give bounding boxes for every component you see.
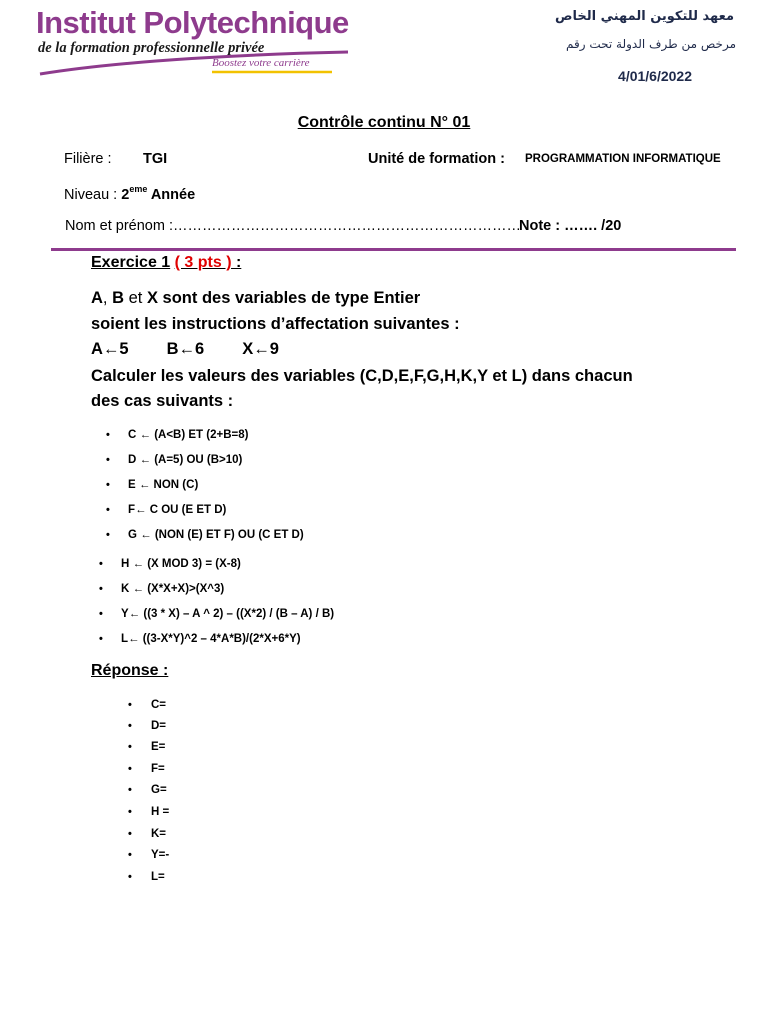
statement-rest: sont des variables de type Entier	[157, 289, 421, 307]
bullet-icon: •	[99, 583, 103, 595]
answer-item	[128, 739, 166, 755]
exercise-title	[91, 254, 241, 272]
bullet-icon: •	[128, 784, 132, 796]
answer-item	[128, 697, 167, 713]
assignment: B←6	[166, 340, 205, 358]
answer-label: G=	[151, 784, 167, 796]
nom-dots: ………………………………………………………………	[173, 218, 521, 234]
question-item	[99, 606, 335, 622]
institute-logo	[36, 6, 356, 76]
bullet-icon: •	[99, 633, 103, 645]
unite-value: PROGRAMMATION INFORMATIQUE	[525, 153, 721, 165]
bullet-icon: •	[128, 828, 132, 840]
question-item	[99, 631, 301, 647]
question-text: C ← (A<B) ET (2+B=8)	[128, 429, 249, 441]
var-x: X	[146, 289, 158, 307]
bullet-icon: •	[106, 479, 110, 491]
answer-label: F=	[151, 763, 165, 775]
exam-title: Contrôle continu N° 01	[297, 114, 471, 131]
niveau-line	[64, 185, 195, 203]
question-item	[106, 452, 243, 468]
bullet-icon: •	[128, 871, 132, 883]
bullet-icon: •	[106, 454, 110, 466]
question-text: L← ((3-X*Y)^2 – 4*A*B)/(2*X+6*Y)	[121, 633, 301, 645]
statement-line-3: Calculer les valeurs des variables (C,D,E,F,G,H,K,Y et L) dans chacun	[91, 367, 633, 385]
bullet-icon: •	[106, 504, 110, 516]
reponse-title: Réponse :	[91, 662, 169, 679]
sep-et: et	[124, 289, 147, 307]
question-text: Y← ((3 * X) – A ^ 2) – ((X*2) / (B – A) / B)	[121, 608, 335, 620]
question-text: F← C OU (E ET D)	[128, 504, 227, 516]
arabic-institute-name: معهد للتكوين المهني الخاص	[554, 9, 734, 24]
question-item	[106, 502, 227, 518]
niveau-annee: Année	[150, 186, 196, 203]
bullet-icon: •	[99, 558, 103, 570]
answer-item	[128, 804, 170, 820]
bullet-icon: •	[128, 699, 132, 711]
bullet-icon: •	[106, 429, 110, 441]
statement-line-4: des cas suivants :	[91, 392, 234, 410]
answer-label: D=	[151, 720, 167, 732]
bullet-icon: •	[128, 763, 132, 775]
question-item	[106, 427, 249, 443]
answer-item	[128, 869, 165, 885]
answer-item	[128, 847, 170, 863]
filiere-value: TGI	[143, 151, 168, 167]
answer-label: E=	[151, 741, 166, 753]
statement-line-2: soient les instructions d’affectation suivantes :	[91, 315, 460, 333]
filiere-label: Filière :	[64, 151, 112, 167]
answer-item	[128, 761, 165, 777]
answer-label: L=	[151, 871, 165, 883]
header-date: 4/01/6/2022	[618, 68, 692, 84]
answer-item	[128, 718, 167, 734]
question-text: D ← (A=5) OU (B>10)	[128, 454, 243, 466]
arabic-authorization: مرخص من طرف الدولة تحت رقم	[566, 37, 736, 51]
question-item	[99, 556, 241, 572]
question-text: G ← (NON (E) ET F) OU (C ET D)	[128, 529, 304, 541]
niveau-number: 2	[121, 186, 130, 203]
answer-label: H =	[151, 806, 170, 818]
assignment: X←9	[242, 340, 279, 358]
bullet-icon: •	[128, 741, 132, 753]
question-text: K ← (X*X+X)>(X^3)	[121, 583, 225, 595]
exercise-colon: :	[231, 254, 242, 271]
logo-title: Institut Polytechnique	[36, 5, 349, 40]
answer-item	[128, 826, 167, 842]
var-a: A	[91, 289, 103, 307]
nom-prenom-line	[65, 218, 521, 234]
exercise-label: Exercice 1	[91, 254, 171, 271]
answer-label: C=	[151, 699, 167, 711]
assignments-line	[91, 339, 279, 359]
note-field: Note : ……. /20	[519, 218, 622, 234]
var-b: B	[112, 289, 125, 307]
question-text: H ← (X MOD 3) = (X-8)	[121, 558, 241, 570]
nom-label: Nom et prénom :	[65, 218, 173, 234]
bullet-icon: •	[128, 720, 132, 732]
question-text: E ← NON (C)	[128, 479, 199, 491]
answer-label: K=	[151, 828, 167, 840]
header-divider	[51, 248, 736, 251]
unite-label: Unité de formation :	[368, 151, 505, 167]
answer-item	[128, 782, 167, 798]
sep-comma: ,	[102, 289, 113, 307]
statement-line-1	[91, 288, 420, 308]
question-item	[106, 477, 199, 493]
question-item	[106, 527, 304, 543]
niveau-superscript: eme	[129, 184, 148, 194]
bullet-icon: •	[128, 849, 132, 861]
niveau-value	[121, 184, 196, 203]
exercise-points: ( 3 pts )	[174, 254, 232, 271]
answer-label: Y=-	[151, 849, 170, 861]
question-item	[99, 581, 225, 597]
logo-subtitle: de la formation professionnelle privée	[38, 40, 265, 56]
bullet-icon: •	[128, 806, 132, 818]
bullet-icon: •	[99, 608, 103, 620]
bullet-icon: •	[106, 529, 110, 541]
logo-slogan: Boostez votre carrière	[212, 57, 310, 69]
niveau-label: Niveau :	[64, 186, 118, 203]
assignment: A←5	[91, 340, 129, 358]
